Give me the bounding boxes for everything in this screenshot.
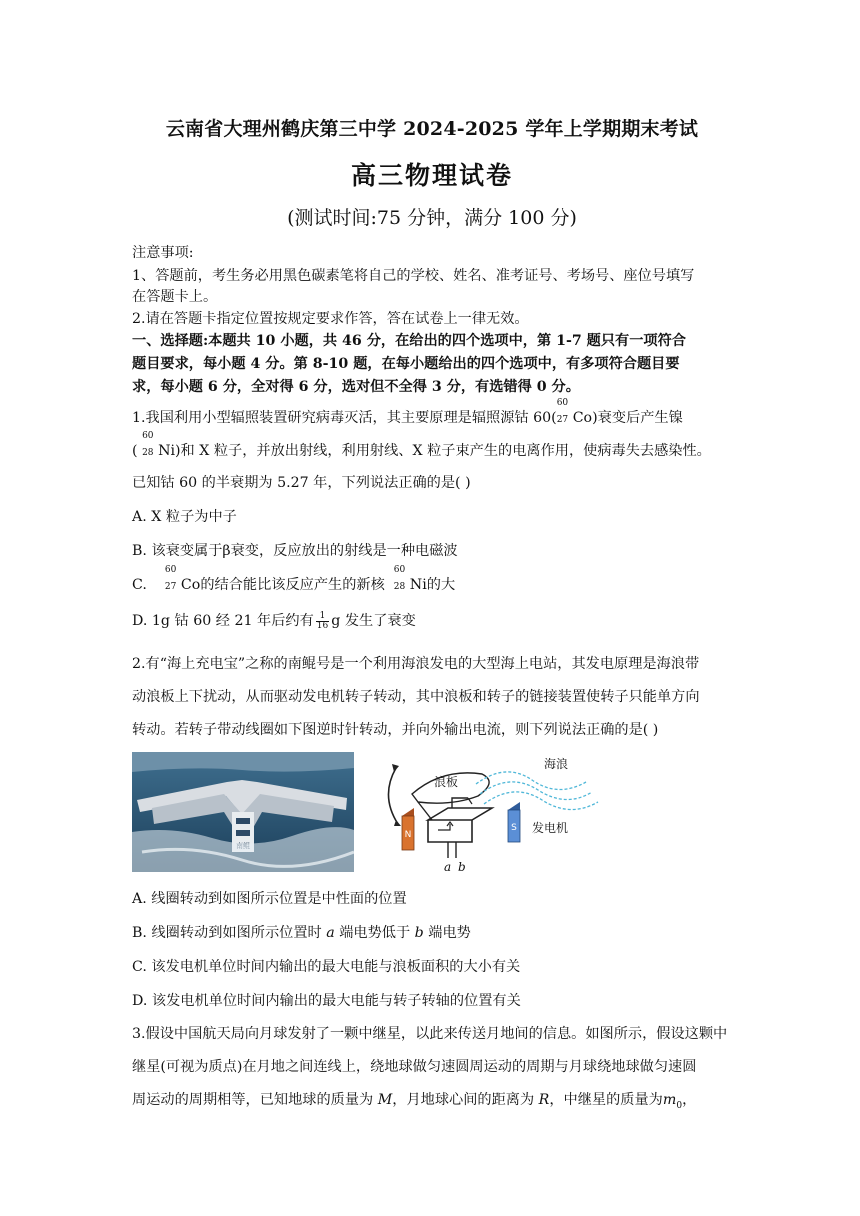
exam-title: 高三物理试卷	[350, 161, 513, 190]
q2-option-d[interactable]: D. 该发电机单位时间内输出的最大电能与转子转轴的位置有关	[132, 993, 521, 1009]
board-label: 浪板	[434, 775, 459, 789]
fraction: $\frac{1}{16}$	[316, 610, 329, 631]
section1-line3: 求，每小题 6 分，全对得 6 分，选对但不全得 3 分，有选错得 0 分。	[132, 379, 580, 395]
q1-line3: 已知钴 60 的半衰期为 5.27 年，下列说法正确的是( )	[132, 475, 471, 491]
notes-item-1-cont: 在答题卡上。	[132, 289, 218, 305]
q3-line2: 继星(可视为质点)在月地之间连线上，绕地球做匀速圆周运动的周期与月球绕地球做匀速圆	[132, 1059, 697, 1075]
cobalt-nuclide: 60 27 Co	[556, 398, 593, 426]
notes-item-1: 1、答题前，考生务必用黑色碳素笔将自己的学校、姓名、准考证号、考场号、座位号填写	[132, 268, 695, 284]
q1-line1: 1.我国利用小型辐照装置研究病毒灭活，其主要原理是辐照源钴 60( 60 27 Co)衰变后产生镍	[132, 407, 732, 430]
generator-label: 发电机	[532, 821, 569, 835]
section1-line1: 一、选择题:本题共 10 小题，共 46 分，在给出的四个选项中，第 1-7 题只有一项符合	[132, 333, 686, 349]
q2-line2: 动浪板上下扰动，从而驱动发电机转子转动，其中浪板和转子的链接装置使转子只能单方向	[132, 689, 700, 705]
exam-subtitle: (测试时间:75 分钟，满分 100 分)	[287, 207, 577, 229]
n-pole-label: N	[404, 830, 412, 840]
q2-option-c[interactable]: C. 该发电机单位时间内输出的最大电能与浪板面积的大小有关	[132, 959, 521, 975]
q3-line1: 3.假设中国航天局向月球发射了一颗中继星，以此来传送月地间的信息。如图所示，假设这颗中	[132, 1026, 728, 1042]
q1-option-c[interactable]: C. 60 27 Co的结合能比该反应产生的新核 60 28 Ni的大	[132, 565, 456, 593]
nickel-nuclide: 60 28 Ni	[142, 431, 176, 459]
q2-option-b[interactable]: B. 线圈转动到如图所示位置时 a 端电势低于 b 端电势	[132, 925, 471, 941]
q2-line1: 2.有“海上充电宝”之称的南鲲号是一个利用海浪发电的大型海上电站，其发电原理是海浪带	[132, 656, 700, 672]
generator-diagram	[372, 746, 602, 876]
section1-line2: 题目要求，每小题 4 分。第 8-10 题，在每小题给出的四个选项中，有多项符合题目要	[132, 356, 680, 372]
wave-label: 海浪	[544, 757, 569, 771]
q1-option-b[interactable]: B. 该衰变属于β衰变，反应放出的射线是一种电磁波	[132, 543, 458, 559]
q1-option-d[interactable]: D. 1g 钴 60 经 21 年后约有 $\frac{1}{16}$ g 发生了衰变	[132, 610, 416, 631]
s-pole-label: S	[511, 823, 517, 833]
q3-line3: 周运动的周期相等，已知地球的质量为 M，月地球心间的距离为 R，中继星的质量为$m_0$，	[132, 1092, 697, 1111]
q1-line2: ( 60 28 Ni)和 X 粒子，并放出射线，利用射线、X 粒子束产生的电离作用，使病毒失去感染性。	[132, 440, 732, 463]
ship-photo	[132, 752, 354, 872]
school-heading: 云南省大理州鹤庆第三中学 2024-2025 学年上学期期末考试	[165, 118, 699, 140]
terminal-b-label: b	[458, 860, 466, 874]
q2-line3: 转动。若转子带动线圈如下图逆时针转动，并向外输出电流，则下列说法正确的是( )	[132, 722, 659, 738]
q2-option-a[interactable]: A. 线圈转动到如图所示位置是中性面的位置	[132, 891, 407, 907]
notes-heading: 注意事项:	[132, 245, 194, 261]
terminal-a-label: a	[444, 860, 452, 874]
notes-item-2: 2.请在答题卡指定位置按规定要求作答，答在试卷上一律无效。	[132, 311, 529, 327]
q1-option-a[interactable]: A. X 粒子为中子	[132, 509, 237, 525]
